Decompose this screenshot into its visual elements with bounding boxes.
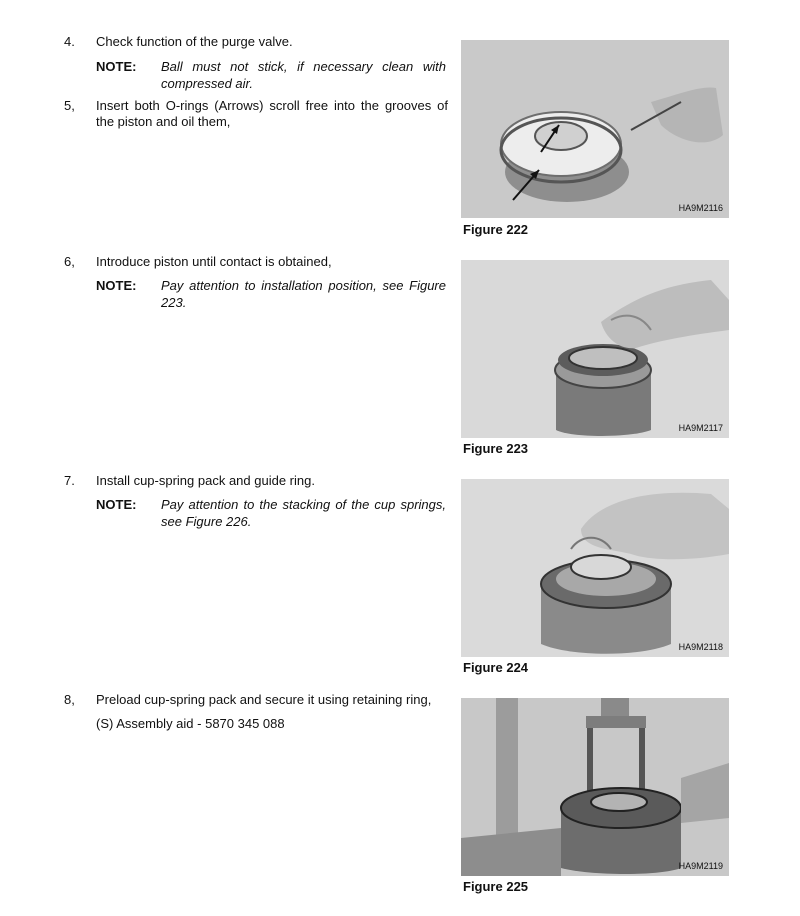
figure-225-caption: Figure 225 <box>463 879 529 894</box>
assembly-aid-text: (S) Assembly aid - 5870 345 088 <box>96 716 285 731</box>
piston-o-rings-illustration <box>461 40 729 218</box>
step-text: Insert both O-rings (Arrows) scroll free into the grooves of the piston and oil them, <box>96 98 448 129</box>
figure-222-caption: Figure 222 <box>463 222 529 237</box>
figure-code: HA9M2119 <box>678 861 723 871</box>
figure-225-photo <box>461 698 729 876</box>
step-number: 8, <box>64 692 75 707</box>
cup-spring-pack-illustration <box>461 479 729 657</box>
note-label: NOTE: <box>96 59 137 74</box>
note-label: NOTE: <box>96 278 137 293</box>
step-text: Introduce piston until contact is obtained, <box>96 254 332 269</box>
step-text: Install cup-spring pack and guide ring. <box>96 473 315 488</box>
step-number: 4. <box>64 34 75 49</box>
step-number: 6, <box>64 254 75 269</box>
figure-223-photo <box>461 260 729 438</box>
note-text: Ball must not stick, if necessary clean with compressed air. <box>161 59 446 91</box>
note-text: Pay attention to installation position, see Figure 223. <box>161 278 446 310</box>
piston-installation-illustration <box>461 260 729 438</box>
figure-code: HA9M2116 <box>678 203 723 213</box>
note-label: NOTE: <box>96 497 137 512</box>
figure-223-caption: Figure 223 <box>463 441 529 456</box>
figure-222-photo <box>461 40 729 218</box>
step-text: Preload cup-spring pack and secure it using retaining ring, <box>96 692 432 707</box>
note-text: Pay attention to the stacking of the cup springs, see Figure 226. <box>161 497 446 529</box>
figure-224-photo <box>461 479 729 657</box>
step-number: 5, <box>64 98 75 113</box>
step-text: Check function of the purge valve. <box>96 34 293 49</box>
figure-code: HA9M2118 <box>678 642 723 652</box>
figure-code: HA9M2117 <box>678 423 723 433</box>
figure-224-caption: Figure 224 <box>463 660 529 675</box>
assembly-aid-illustration <box>461 698 729 876</box>
step-number: 7. <box>64 473 75 488</box>
